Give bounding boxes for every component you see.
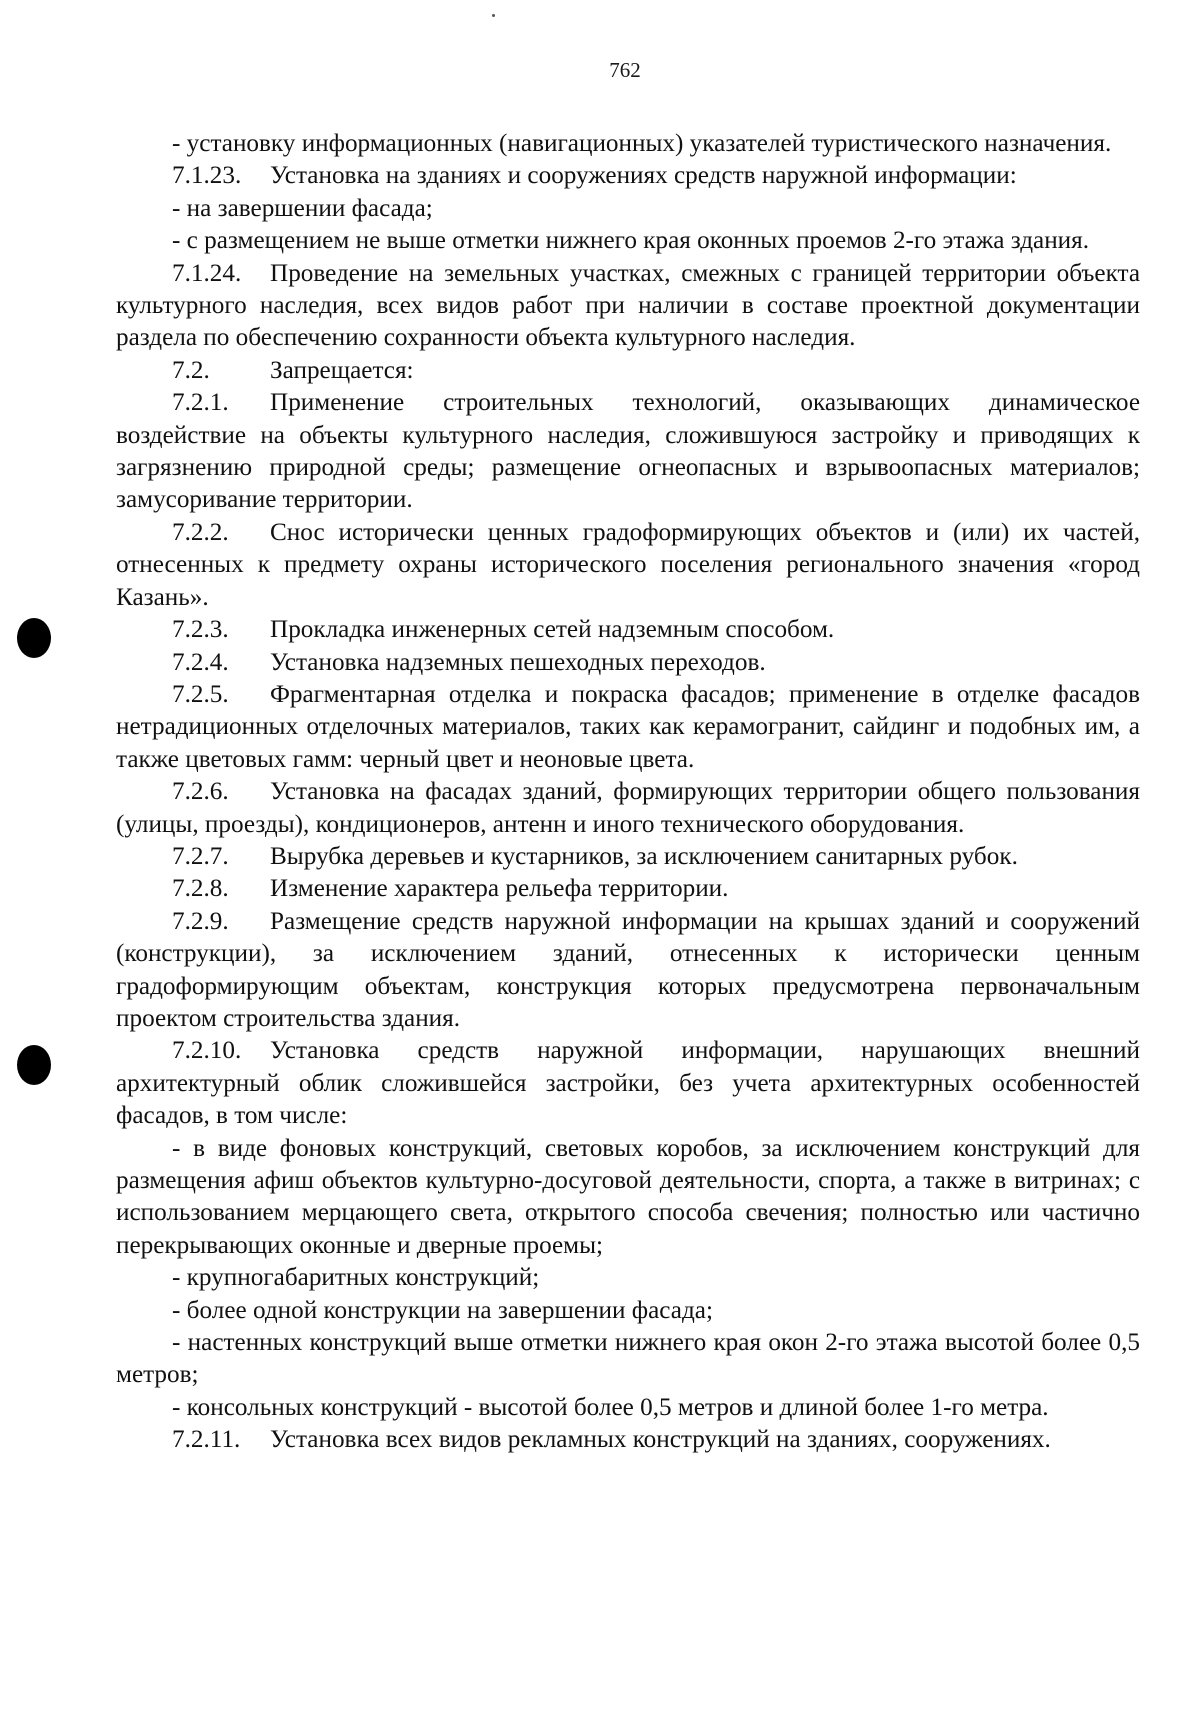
paragraph: 7.2.3. Прокладка инженерных сетей надземным способом. [116,614,1140,646]
punch-hole-icon [17,1045,51,1085]
paragraph-number: 7.2. [172,356,210,384]
paragraph: 7.2.4. Установка надземных пешеходных переходов. [116,647,1140,679]
paragraph: - с размещением не выше отметки нижнего края оконных проемов 2-го этажа здания. [172,227,1090,255]
punch-hole-icon [17,618,51,658]
paragraph-number: 7.2.2. [172,518,229,546]
paragraph: 7.2.10. Установка средств наружной информации, нарушающих внешний архитектурный облик сложившейся застройки, без учета архитектурных особенностей фасадов, в том числе: [116,1037,1140,1130]
paragraph-number: 7.1.23. [172,162,242,190]
paragraph: 7.2.9. Размещение средств наружной информации на крышах зданий и сооружений (конструкции), за исключением зданий, отнесенных к исторически ценным градоформирующим объектам, конструкция которых предусмотрена первоначальным проектом строительства здания. [116,907,1140,1032]
paragraph: 7.2.5. Фрагментарная отделка и покраска фасадов; применение в отделке фасадов нетрадиционных отделочных материалов, таких как керамогранит, сайдинг и подобных им, а также цветовых гамм: черный цвет и неоновые цвета. [116,680,1140,773]
paragraph-number: 7.2.11. [172,1426,241,1454]
paragraph: - в виде фоновых конструкций, световых коробов, за исключением конструкций для размещения афиш объектов культурно-досуговой деятельности, спорта, а также в витринах; с использованием мерцающего света, открытого способа свечения; полностью или частично перекрывающих оконные и дверные проемы; [116,1134,1140,1259]
paragraph: 7.2.11. Установка всех видов рекламных конструкций на зданиях, сооружениях. [116,1424,1140,1456]
paragraph: 7.2. Запрещается: [116,355,1140,387]
scan-speck [492,14,495,17]
paragraph: 7.1.24. Проведение на земельных участках, смежных с границей территории объекта культурного наследия, всех видов работ при наличии в составе проектной документации раздела по обеспечению сохранности объекта культурного наследия. [116,259,1140,352]
paragraph-number: 7.1.24. [172,259,242,287]
paragraph-number: 7.2.9. [172,907,229,935]
paragraph-number: 7.2.5. [172,680,229,708]
paragraph-number: 7.2.7. [172,842,229,870]
paragraph: - установку информационных (навигационных) указателей туристического назначения. [172,130,1112,157]
paragraph-number: 7.2.3. [172,616,229,644]
paragraph: 7.2.1. Применение строительных технологий, оказывающих динамическое воздействие на объекты культурного наследия, сложившуюся застройку и приводящих к загрязнению природной среды; размещение огнеопасных и взрывоопасных материалов; замусоривание территории. [116,389,1140,514]
paragraph: 7.2.2. Снос исторически ценных градоформирующих объектов и (или) их частей, отнесенных к предмету охраны исторического поселения регионального значения «город Казань». [116,518,1140,611]
page-number: 762 [609,58,641,82]
paragraph: - настенных конструкций выше отметки нижнего края окон 2-го этажа высотой более 0,5 метров; [116,1329,1140,1389]
paragraph: 7.1.23. Установка на зданиях и сооружениях средств наружной информации: [116,160,1140,192]
paragraph: 7.2.7. Вырубка деревьев и кустарников, за исключением санитарных рубок. [116,841,1140,873]
paragraph: 7.2.8. Изменение характера рельефа территории. [116,873,1140,905]
paragraph: - на завершении фасада; [172,194,433,222]
paragraph: - крупногабаритных конструкций; [172,1264,540,1292]
document-body [116,128,1140,1457]
paragraph-number: 7.2.1. [172,389,229,417]
paragraph-number: 7.2.8. [172,875,229,903]
paragraph: 7.2.6. Установка на фасадах зданий, формирующих территории общего пользования (улицы, проезды), кондиционеров, антенн и иного технического оборудования. [116,778,1140,838]
paragraph: - более одной конструкции на завершении фасада; [172,1296,713,1324]
paragraph: - консольных конструкций - высотой более 0,5 метров и длиной более 1-го метра. [172,1393,1049,1421]
paragraph-number: 7.2.4. [172,648,229,676]
paragraph-number: 7.2.6. [172,778,229,806]
paragraph-number: 7.2.10. [172,1037,242,1065]
